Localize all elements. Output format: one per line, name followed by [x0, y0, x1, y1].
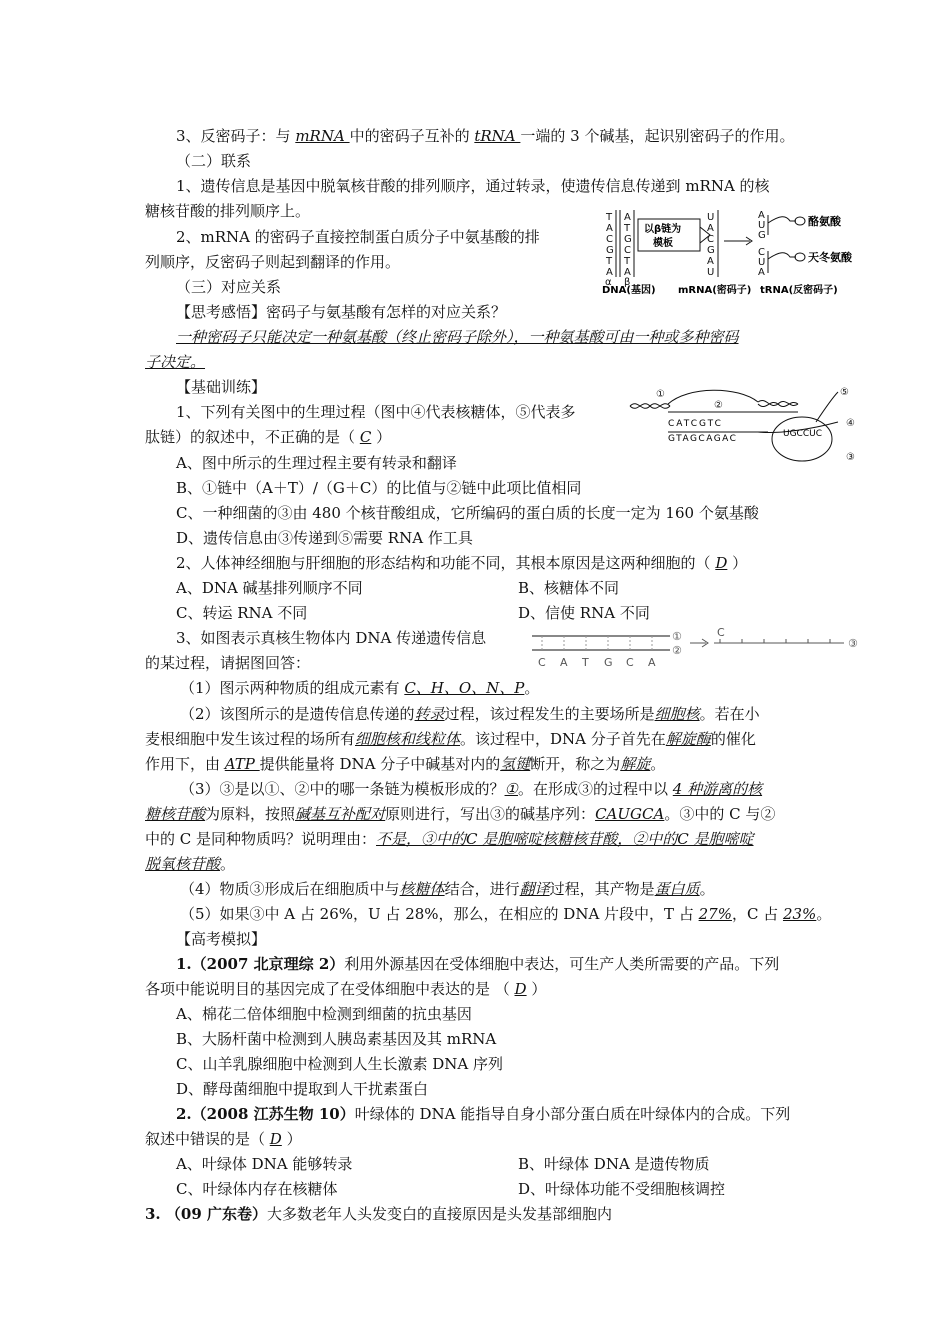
dna-left-base: T	[606, 256, 613, 267]
label-2: ②	[714, 400, 723, 411]
dna-base: G	[604, 656, 613, 669]
q2-option-c: C、转运 RNA 不同	[176, 604, 308, 622]
label-4: ④	[846, 418, 855, 429]
paragraph-2a: 2、mRNA 的密码子直接控制蛋白质分子中氨基酸的排	[176, 228, 540, 246]
dna-left-base: G	[606, 245, 614, 256]
amino-acid-2: 天冬氨酸	[808, 251, 852, 264]
q1-option-b: B、①链中（A＋T）/（G＋C）的比值与②链中此项比值相同	[176, 479, 582, 497]
paragraph-2b: 列顺序，反密码子则起到翻译的作用。	[145, 253, 401, 271]
caption-trna: tRNA(反密码子)	[760, 285, 838, 296]
answer: 细胞核和线粒体	[355, 730, 461, 748]
caption-dna: DNA(基因)	[602, 285, 656, 296]
answer: 蛋白质	[654, 880, 700, 898]
amino-acid-1: 酪氨酸	[808, 215, 841, 228]
exam-q2-stem-a: 2.（2008 江苏生物 10）叶绿体的 DNA 能指导自身小部分蛋白质在叶绿体内的合成。下列	[176, 1105, 791, 1123]
q2-option-a: A、DNA 碱基排列顺序不同	[176, 579, 363, 597]
q3-stem-a: 3、如图表示真核生物体内 DNA 传递遗传信息	[176, 629, 487, 647]
label-3: ③	[846, 452, 855, 463]
codon-figure	[600, 205, 870, 297]
caption-mrna: mRNA(密码子)	[678, 285, 752, 296]
q1-option-a: A、图中所示的生理过程主要有转录和翻译	[176, 454, 457, 472]
arrow-label-2: 模板	[653, 238, 673, 249]
exam-q3-stem: 3. （09 广东卷）大多数老年人头发变白的直接原因是头发基部细胞内	[145, 1205, 612, 1223]
q1-option-d: D、遗传信息由③传递到⑤需要 RNA 作工具	[176, 529, 473, 547]
answer: C、H、O、N、P	[404, 679, 525, 697]
think-answer-1: 一种密码子只能决定一种氨基酸（终止密码子除外），一种氨基酸可由一种或多种密码	[176, 328, 739, 346]
q3-sub3-line2: 糖核苷酸为原料，按照碱基互补配对原则进行，写出③的碱基序列：CAUGCA。③中的 C 与②	[145, 805, 776, 823]
exam-q1-option-b: B、大肠杆菌中检测到人胰岛素基因及其 mRNA	[176, 1030, 497, 1048]
exam-q1-option-c: C、山羊乳腺细胞中检测到人生长激素 DNA 序列	[176, 1055, 503, 1073]
answer: 23%	[782, 905, 817, 923]
basic-training-title: 【基础训练】	[176, 378, 267, 396]
dna-left-base: T	[606, 212, 613, 223]
answer-mrna: mRNA	[295, 127, 350, 145]
answer: 转录	[414, 705, 445, 723]
exam-q1-answer: D	[514, 980, 527, 998]
answer: ①	[504, 780, 518, 798]
dna-base: C	[538, 656, 546, 669]
mrna-base: A	[707, 256, 714, 267]
q1-option-c: C、一种细菌的③由 480 个核苷酸组成，它所编码的蛋白质的长度一定为 160 个氨基酸	[176, 504, 759, 522]
label-strand-1: ①	[672, 630, 682, 643]
paragraph-1a: 1、遗传信息是基因中脱氧核苷酸的排列顺序，通过转录，使遗传信息传递到 mRNA 的核	[176, 177, 770, 195]
answer: 不是，③中的C 是胞嘧啶核糖核苷酸，②中的C 是胞嘧啶	[376, 830, 754, 848]
exam-q2-option-c: C、叶绿体内存在核糖体	[176, 1180, 338, 1198]
q3-sub3-line3: 中的 C 是同种物质吗？说明理由：不是，③中的C 是胞嘧啶核糖核苷酸，②中的C 是胞嘧啶	[145, 830, 754, 848]
trna1-base: G	[758, 230, 766, 241]
answer: 翻译	[519, 880, 550, 898]
dna-right-base: A	[624, 212, 631, 223]
q1-stem-b: 肽链）的叙述中，不正确的是（ C ）	[145, 428, 392, 446]
q2-option-b: B、核糖体不同	[518, 579, 620, 597]
arrow-label-1: 以β链为	[644, 224, 682, 235]
think-answer-2: 子决定。	[145, 353, 206, 371]
answer: 氢键	[500, 755, 531, 773]
answer: 脱氧核苷酸	[145, 855, 221, 873]
trna2-base: C	[758, 247, 765, 258]
label-strand-2: ②	[672, 644, 682, 657]
q3-sub3-line4: 脱氧核苷酸。	[145, 855, 236, 873]
q3-sub5: （5）如果③中 A 占 26%，U 占 28%，那么，在相应的 DNA 片段中，T 占 27%，C 占 23%。	[180, 905, 832, 923]
q3-sub2-line2: 麦根细胞中发生该过程的场所有细胞核和线粒体。该过程中，DNA 分子首先在解旋酶的催化	[145, 730, 756, 748]
answer: 碱基互补配对	[295, 805, 386, 823]
answer: 糖核苷酸	[145, 805, 206, 823]
dna-base: A	[560, 656, 568, 669]
ribosome	[772, 417, 832, 461]
mrna-base: G	[707, 245, 715, 256]
q2-stem: 2、人体神经细胞与肝细胞的形态结构和功能不同，其根本原因是这两种细胞的（ D ）	[176, 554, 748, 572]
q3-stem-b: 的某过程，请据图回答：	[145, 654, 311, 672]
dna-right-base: G	[624, 234, 632, 245]
dna-strand-figure	[530, 624, 870, 670]
heading-relation: （二）联系	[176, 152, 252, 170]
q1-stem-a: 1、下列有关图中的生理过程（图中④代表核糖体，⑤代表多	[176, 403, 576, 421]
exam-q2-option-a: A、叶绿体 DNA 能够转录	[176, 1155, 353, 1173]
dna-base: C	[626, 656, 634, 669]
q3-sub2-line1: （2）该图所示的是遗传信息传递的转录过程，该过程发生的主要场所是细胞核。若在小	[180, 705, 760, 723]
exam-q1-option-d: D、酵母菌细胞中提取到人干扰素蛋白	[176, 1080, 429, 1098]
label-strand-3: ③	[848, 637, 858, 650]
mrna-base: C	[707, 234, 714, 245]
mrna-base: U	[707, 267, 715, 278]
transcription-translation-figure	[628, 382, 860, 474]
mrna-sequence: UGCCUC	[783, 429, 823, 439]
answer: 核糖体	[399, 880, 445, 898]
answer: 细胞核	[654, 705, 700, 723]
exam-q2-answer: D	[269, 1130, 282, 1148]
alpha-label: α	[605, 277, 612, 288]
dna-right-base: C	[624, 245, 631, 256]
q1-answer: C	[359, 428, 372, 446]
answer-trna: tRNA	[474, 127, 521, 145]
label-5: ⑤	[840, 387, 849, 398]
answer: 4 种游离的核	[672, 780, 763, 798]
q3-sub2-line3: 作用下，由 ATP 提供能量将 DNA 分子中碱基对内的氢键断开，称之为解旋。	[145, 755, 666, 773]
q3-sub1: （1）图示两种物质的组成元素有 C、H、O、N、P。	[180, 679, 540, 697]
beta-label: β	[624, 277, 631, 288]
bottom-sequence: GTAGCAGAC	[668, 434, 738, 444]
think-question: 【思考感悟】密码子与氨基酸有怎样的对应关系？	[176, 303, 507, 321]
q3-sub4: （4）物质③形成后在细胞质中与核糖体结合，进行翻译过程，其产物是蛋白质。	[180, 880, 715, 898]
heading-correspondence: （三）对应关系	[176, 278, 282, 296]
exam-q2-option-b: B、叶绿体 DNA 是遗传物质	[518, 1155, 710, 1173]
trna2-base: A	[758, 267, 765, 278]
exam-q2-stem-b: 叙述中错误的是（ D ）	[145, 1130, 302, 1148]
mrna-base: A	[707, 223, 714, 234]
paragraph-1b: 糖核苷酸的排列顺序上。	[145, 202, 311, 220]
dna-left-base: A	[606, 267, 613, 278]
q2-answer: D	[715, 554, 728, 572]
exam-title: 【高考模拟】	[176, 930, 267, 948]
trna1-base: U	[758, 220, 766, 231]
top-sequence: CATCGTC	[668, 419, 723, 429]
dna-base: T	[582, 656, 589, 669]
anticodon-definition: 3、反密码子：与 mRNA 中的密码子互补的 tRNA 一端的 3 个碱基，起识别密码子的作用。	[176, 127, 795, 145]
answer: 27%	[698, 905, 732, 923]
dna-right-base: T	[624, 256, 631, 267]
answer: ATP	[224, 755, 260, 773]
exam-q1-stem-b: 各项中能说明目的基因完成了在受体细胞中表达的是 （ D ）	[145, 980, 547, 998]
exam-q1-option-a: A、棉花二倍体细胞中检测到细菌的抗虫基因	[176, 1005, 472, 1023]
exam-q2-option-d: D、叶绿体功能不受细胞核调控	[518, 1180, 726, 1198]
trna1-base: A	[758, 210, 765, 221]
dna-right-base: A	[624, 267, 631, 278]
answer: 解旋	[620, 755, 651, 773]
q3-sub3-line1: （3）③是以①、②中的哪一条链为模板形成的？①。在形成③的过程中以 4 种游离的核	[180, 780, 763, 798]
dna-right-base: T	[624, 223, 631, 234]
mrna-base: U	[707, 212, 715, 223]
label-1: ①	[656, 389, 665, 400]
answer: CAUGCA	[595, 805, 665, 823]
exam-q1-stem-a: 1.（2007 北京理综 2）利用外源基因在受体细胞中表达，可生产人类所需要的产品。下列	[176, 955, 780, 973]
trna2-base: U	[758, 257, 766, 268]
dna-base: A	[648, 656, 656, 669]
dna-left-base: A	[606, 223, 613, 234]
q2-option-d: D、信使 RNA 不同	[518, 604, 650, 622]
rna-base: C	[717, 626, 725, 639]
dna-left-base: C	[606, 234, 613, 245]
answer: 解旋酶	[665, 730, 711, 748]
